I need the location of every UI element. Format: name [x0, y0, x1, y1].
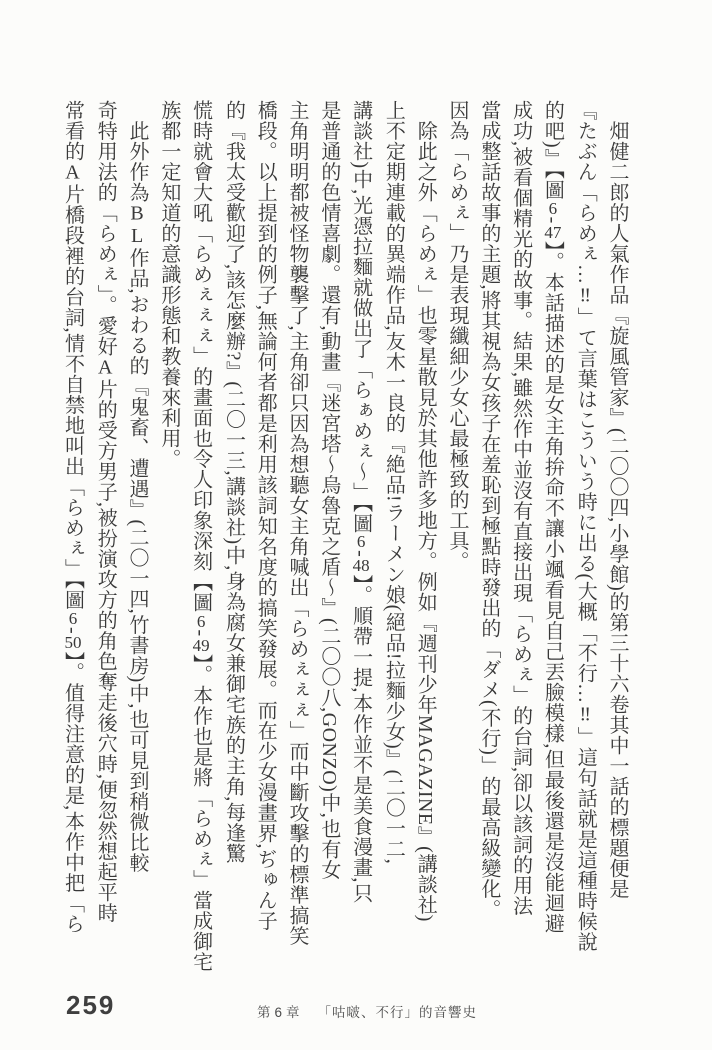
text-column: 除此之外「らめぇ」也零星散見於其他許多地方。例如『週刊少年MAGAZINE』(講談社) [414, 100, 437, 922]
text-column: 慌時就會大吼「らめぇぇぇ」的畫面也令人印象深刻【圖6-49】。本作也是將「らめぇ」當成御宅 [189, 100, 212, 972]
text-column: 畑健二郎的人氣作品『旋風管家』(二〇〇四,小學館)的第三十六卷其中一話的標題便是 [606, 100, 628, 899]
text-column: 『たぶん「らめぇ…‼」て言葉はこういう時に出る(大概「不行…‼」這句話就是這種時候說 [574, 100, 597, 952]
text-column: 族都一定知道的意識形態和教養來利用。 [157, 100, 180, 469]
text-column: 橋段。以上提到的例子,無論何者都是利用該詞知名度的搞笑發展。而在少女漫畫界,ぢゅん子 [254, 100, 277, 931]
text-column: 主角明明都被怪物襲擊了,主角卻只因為想聽女主角喊出「らめぇぇぇ」而中斷攻擊的標準搞笑 [286, 100, 309, 946]
text-column: 奇特用法的「らめぇ」。愛好A片的受方男子,被扮演攻方的角色奪走後穴時,便忽然想起平時 [94, 100, 117, 923]
text-column: 的『我太受歡迎了,該怎麼辦?』(二〇一三,講談社)中,身為腐女兼御宅族的主角,每逢驚 [222, 100, 245, 864]
body-text-block [56, 100, 632, 972]
text-column: 講談社)中,光憑拉麵就做出了「らぁめぇ〜」【圖6-48】。順帶一提,本作並不是美食漫畫,只 [349, 100, 372, 904]
text-column: 是普通的色情喜劇。還有,動畫『迷宮塔〜烏魯克之盾〜』(二〇〇八,GONZO)中,也有女 [317, 100, 340, 880]
text-column: 上不定期連載的異端作品,友木一良的『絶品!ラーメン娘(絕品!拉麵少女)』(二〇一二, [382, 100, 405, 865]
chapter-footer [257, 1001, 477, 1021]
chapter-number: 第6章 [257, 1005, 304, 1020]
page-number: 259 [66, 990, 116, 1020]
text-column: 常看的A片橋段裡的台詞,情不自禁地叫出「らめぇ」【圖6-50】。值得注意的是,本作中把「ら [61, 100, 84, 934]
text-column: 的吧)』【圖6-47】。本話描述的是女主角拚命不讓小颯看見自己丟臉模樣,但最後還是沒能迴避 [541, 100, 564, 934]
chapter-title: 「咕啵、不行」的音響史 [317, 1005, 478, 1020]
text-column: 因為「らめぇ」乃是表現纖細少女心最極致的工具。 [446, 100, 469, 572]
text-column: 成功,被看個精光的故事。結果,雖然作中並沒有直接出現「らめぇ」的台詞,卻以該詞的用法 [509, 100, 532, 916]
text-column: 當成整話故事的主題,將其視為女孩子在羞恥到極點時發出的「ダメ(不行)」的最高級變化。 [477, 100, 500, 920]
text-column: 此外作為BL作品,おわる的『鬼畜、遭遇』(二〇一四,竹書房)中,也可見到稍微比較 [126, 100, 149, 873]
